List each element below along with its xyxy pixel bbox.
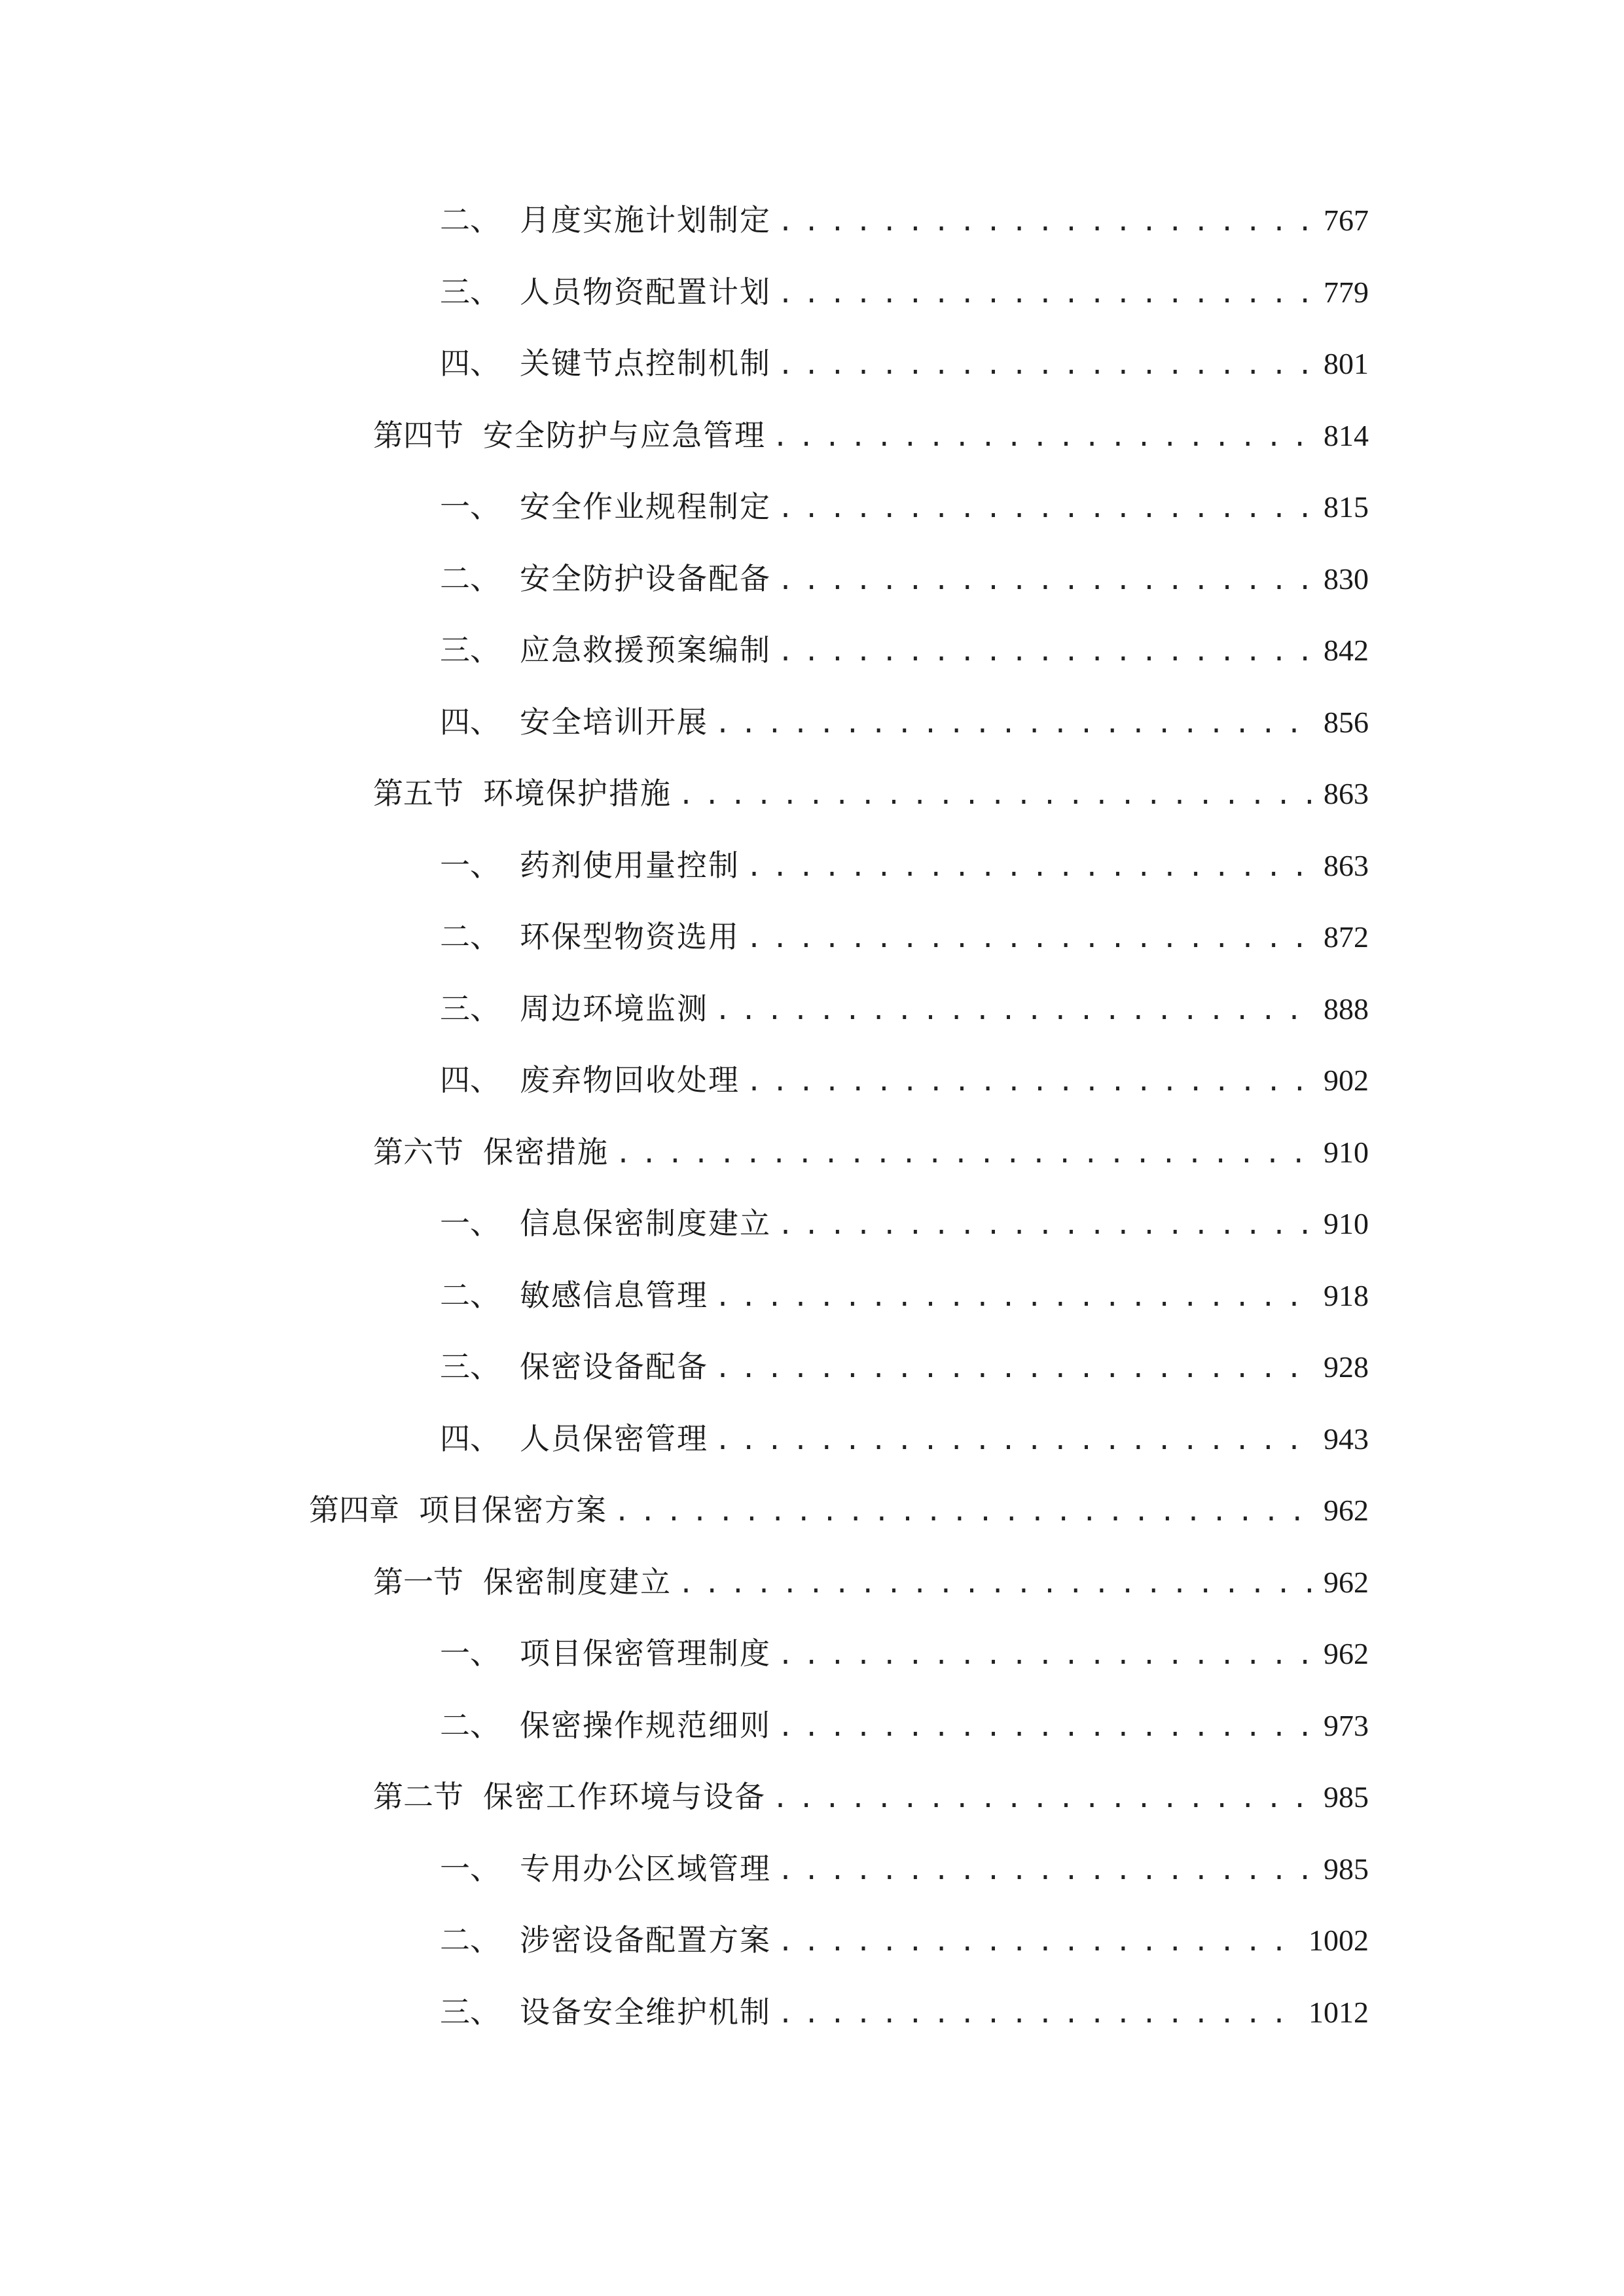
toc-entry-page: 856 xyxy=(1324,705,1369,739)
toc-entry-title: 人员保密管理 xyxy=(520,1420,708,1456)
toc-section-entry[interactable] xyxy=(0,391,1624,463)
toc-entry-number: 四、 xyxy=(440,1420,500,1456)
toc-entry[interactable] xyxy=(0,677,1624,749)
toc-entry-number: 三、 xyxy=(440,274,500,310)
toc-entry-number: 第二节 xyxy=(373,1779,463,1814)
table-of-contents xyxy=(0,175,1624,2039)
toc-entry[interactable] xyxy=(0,1251,1624,1323)
toc-entry-title: 信息保密制度建立 xyxy=(520,1206,771,1241)
toc-entry-number: 一、 xyxy=(440,1636,500,1671)
toc-dot-leader xyxy=(746,924,1314,954)
toc-entry-title: 废弃物回收处理 xyxy=(520,1062,740,1098)
toc-entry[interactable] xyxy=(0,605,1624,677)
toc-entry-number: 二、 xyxy=(440,1277,500,1313)
toc-section-entry[interactable] xyxy=(0,1537,1624,1609)
toc-dot-leader xyxy=(778,207,1314,237)
toc-entry-page: 888 xyxy=(1324,992,1369,1026)
toc-entry-title: 关键节点控制机制 xyxy=(520,346,771,381)
toc-entry[interactable] xyxy=(0,892,1624,964)
toc-entry-page: 830 xyxy=(1324,562,1369,596)
toc-dot-leader xyxy=(715,709,1314,739)
toc-entry-number: 一、 xyxy=(440,489,500,524)
toc-entry-page: 801 xyxy=(1324,347,1369,380)
toc-entry[interactable] xyxy=(0,1824,1624,1896)
toc-entry-page: 985 xyxy=(1324,1780,1369,1814)
toc-chapter-entry[interactable] xyxy=(0,1465,1624,1537)
toc-dot-leader xyxy=(778,637,1314,667)
toc-entry-title: 月度实施计划制定 xyxy=(520,202,771,238)
toc-entry[interactable] xyxy=(0,1035,1624,1107)
toc-entry-number: 二、 xyxy=(440,1922,500,1958)
toc-entry-title: 安全防护与应急管理 xyxy=(483,417,766,453)
toc-dot-leader xyxy=(778,1927,1299,1957)
toc-entry-title: 安全作业规程制定 xyxy=(520,489,771,524)
toc-entry-page: 842 xyxy=(1324,634,1369,667)
toc-dot-leader xyxy=(615,1139,1314,1169)
toc-dot-leader xyxy=(715,996,1314,1026)
toc-entry-page: 872 xyxy=(1324,920,1369,954)
toc-dot-leader xyxy=(778,565,1314,596)
toc-entry-number: 三、 xyxy=(440,632,500,668)
toc-entry[interactable] xyxy=(0,1322,1624,1394)
toc-entry-page: 910 xyxy=(1324,1207,1369,1240)
toc-entry-page: 910 xyxy=(1324,1135,1369,1169)
toc-dot-leader xyxy=(715,1354,1314,1384)
toc-dot-leader xyxy=(678,780,1314,810)
toc-entry-title: 应急救援预案编制 xyxy=(520,632,771,668)
toc-entry[interactable] xyxy=(0,1967,1624,2039)
toc-dot-leader xyxy=(772,422,1314,452)
toc-entry-page: 815 xyxy=(1324,490,1369,524)
toc-entry-page: 985 xyxy=(1324,1852,1369,1886)
toc-entry[interactable] xyxy=(0,821,1624,893)
toc-entry-number: 一、 xyxy=(440,1206,500,1241)
toc-entry-title: 敏感信息管理 xyxy=(520,1277,708,1313)
toc-section-entry[interactable] xyxy=(0,1752,1624,1824)
toc-entry[interactable] xyxy=(0,1681,1624,1753)
toc-entry[interactable] xyxy=(0,175,1624,247)
toc-entry-page: 962 xyxy=(1324,1494,1369,1527)
toc-entry-page: 1002 xyxy=(1308,1924,1369,1957)
toc-entry-title: 环境保护措施 xyxy=(483,776,672,811)
toc-entry-page: 779 xyxy=(1324,275,1369,309)
toc-entry-title: 保密设备配备 xyxy=(520,1349,708,1384)
toc-dot-leader xyxy=(746,1067,1314,1097)
toc-dot-leader xyxy=(715,1426,1314,1456)
toc-section-entry[interactable] xyxy=(0,749,1624,821)
toc-entry-number: 第四节 xyxy=(373,417,463,453)
toc-entry-page: 962 xyxy=(1324,1565,1369,1599)
toc-dot-leader xyxy=(778,493,1314,524)
toc-dot-leader xyxy=(778,1999,1299,2029)
toc-entry-number: 第四章 xyxy=(309,1492,399,1528)
toc-entry-page: 943 xyxy=(1324,1422,1369,1456)
toc-entry-title: 保密措施 xyxy=(483,1134,609,1170)
toc-entry-title: 保密制度建立 xyxy=(483,1564,672,1600)
toc-dot-leader xyxy=(778,1856,1314,1886)
toc-entry-title: 人员物资配置计划 xyxy=(520,274,771,310)
toc-entry-page: 962 xyxy=(1324,1637,1369,1670)
toc-entry-page: 1012 xyxy=(1308,1995,1369,2029)
toc-entry-number: 四、 xyxy=(440,346,500,381)
toc-entry-title: 专用办公区域管理 xyxy=(520,1850,771,1886)
toc-dot-leader xyxy=(715,1282,1314,1312)
toc-entry[interactable] xyxy=(0,462,1624,534)
toc-entry[interactable] xyxy=(0,1609,1624,1681)
toc-entry-title: 项目保密方案 xyxy=(419,1492,607,1528)
toc-entry-number: 一、 xyxy=(440,847,500,883)
toc-entry-page: 973 xyxy=(1324,1708,1369,1742)
toc-entry[interactable] xyxy=(0,247,1624,319)
toc-entry-title: 药剂使用量控制 xyxy=(520,847,740,883)
toc-entry-number: 二、 xyxy=(440,1707,500,1743)
toc-entry-title: 设备安全维护机制 xyxy=(520,1994,771,2030)
toc-entry-number: 二、 xyxy=(440,919,500,954)
toc-entry[interactable] xyxy=(0,1394,1624,1466)
toc-entry-number: 三、 xyxy=(440,1994,500,2030)
toc-entry-number: 二、 xyxy=(440,560,500,596)
toc-entry-title: 安全培训开展 xyxy=(520,704,708,740)
toc-entry-number: 一、 xyxy=(440,1850,500,1886)
toc-entry-number: 二、 xyxy=(440,202,500,238)
toc-section-entry[interactable] xyxy=(0,1107,1624,1179)
toc-dot-leader xyxy=(778,279,1314,309)
toc-entry-page: 918 xyxy=(1324,1278,1369,1312)
toc-entry-title: 涉密设备配置方案 xyxy=(520,1922,771,1958)
toc-entry-page: 863 xyxy=(1324,777,1369,810)
toc-entry-title: 周边环境监测 xyxy=(520,990,708,1026)
toc-entry[interactable] xyxy=(0,1895,1624,1967)
toc-entry[interactable] xyxy=(0,319,1624,391)
toc-dot-leader xyxy=(778,350,1314,380)
toc-entry-number: 第五节 xyxy=(373,776,463,811)
toc-dot-leader xyxy=(772,1784,1314,1814)
toc-entry-page: 928 xyxy=(1324,1350,1369,1384)
toc-dot-leader xyxy=(678,1569,1314,1599)
toc-entry-page: 863 xyxy=(1324,848,1369,882)
toc-entry-page: 814 xyxy=(1324,418,1369,452)
toc-entry-number: 第六节 xyxy=(373,1134,463,1170)
toc-entry-title: 项目保密管理制度 xyxy=(520,1636,771,1671)
toc-entry-number: 四、 xyxy=(440,704,500,740)
toc-dot-leader xyxy=(778,1712,1314,1742)
toc-dot-leader xyxy=(778,1210,1314,1240)
toc-dot-leader xyxy=(778,1640,1314,1670)
toc-entry-number: 四、 xyxy=(440,1062,500,1098)
toc-entry[interactable] xyxy=(0,534,1624,606)
toc-entry-page: 767 xyxy=(1324,204,1369,237)
toc-entry-number: 三、 xyxy=(440,1349,500,1384)
toc-entry-title: 环保型物资选用 xyxy=(520,919,740,954)
toc-entry-title: 保密操作规范细则 xyxy=(520,1707,771,1743)
toc-entry-number: 第一节 xyxy=(373,1564,463,1600)
toc-entry[interactable] xyxy=(0,1179,1624,1251)
toc-entry-number: 三、 xyxy=(440,990,500,1026)
toc-entry-page: 902 xyxy=(1324,1064,1369,1097)
toc-dot-leader xyxy=(614,1497,1314,1527)
toc-dot-leader xyxy=(746,852,1314,882)
toc-entry-title: 保密工作环境与设备 xyxy=(483,1779,766,1814)
toc-entry[interactable] xyxy=(0,964,1624,1036)
toc-entry-title: 安全防护设备配备 xyxy=(520,560,771,596)
